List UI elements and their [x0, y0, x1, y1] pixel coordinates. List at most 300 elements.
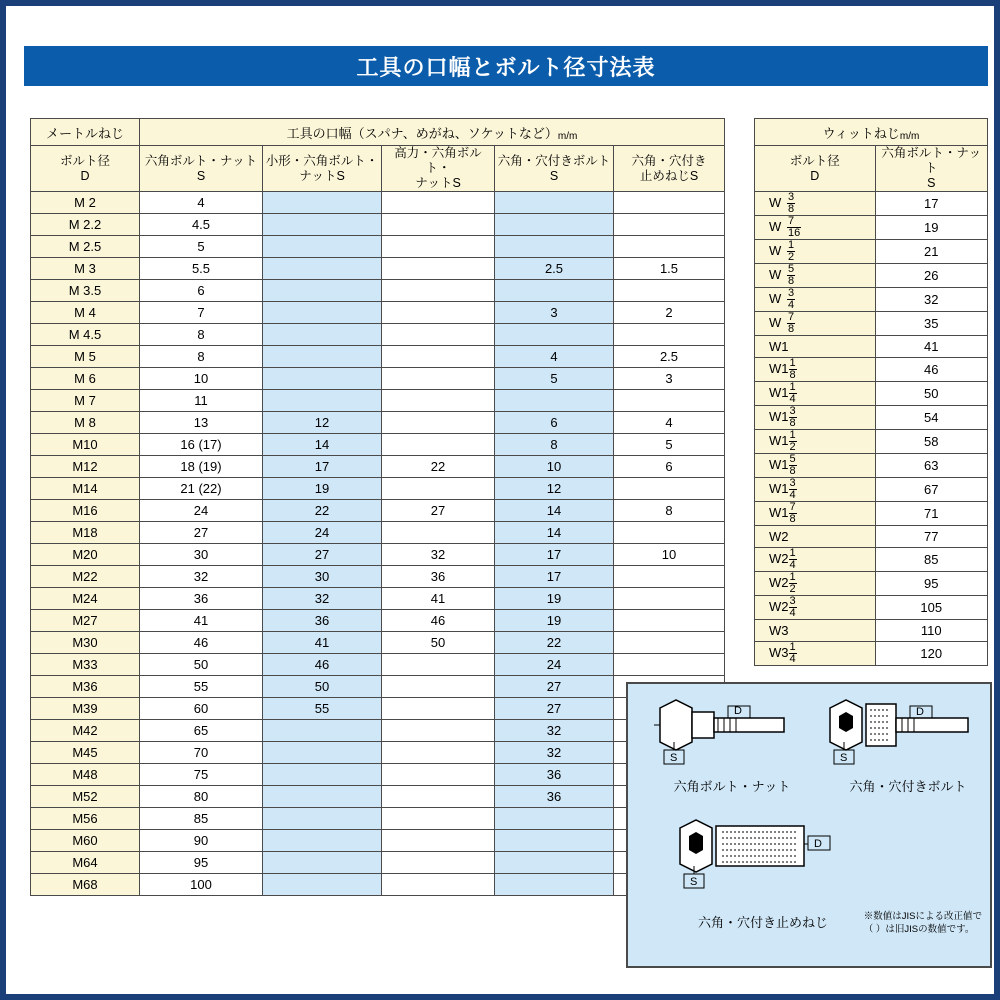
- metric-cell-s1: 70: [140, 742, 263, 764]
- whit-cell-width: 110: [875, 620, 987, 642]
- col-header-small-hex: [263, 146, 382, 192]
- metric-cell-s2: [263, 786, 382, 808]
- whit-cell-bolt-dia: [755, 526, 876, 548]
- metric-cell-s4: 36: [495, 786, 614, 808]
- jis-note-line1: ※数値はJISによる改正値で: [863, 911, 982, 922]
- metric-cell-s2: [263, 302, 382, 324]
- socket-head-bolt-drawing: [818, 698, 983, 768]
- table-row: [31, 478, 725, 500]
- col-header-socket-bolt-line2: S: [549, 168, 559, 183]
- whit-fraction: [789, 430, 797, 453]
- whit-fraction-denominator: 2: [789, 441, 796, 453]
- whit-fraction-denominator: 8: [789, 417, 796, 429]
- page-title: 工具の口幅とボルト径寸法表: [356, 54, 656, 80]
- col-header-set-screw: [614, 146, 725, 192]
- metric-cell-s4: 17: [495, 566, 614, 588]
- metric-cell-s3: [382, 720, 495, 742]
- metric-cell-s3: [382, 808, 495, 830]
- whit-cell-bolt-dia: [755, 548, 876, 572]
- metric-cell-d: M 4.5: [31, 324, 140, 346]
- metric-cell-s1: 46: [140, 632, 263, 654]
- whit-cell-bolt-dia: [755, 642, 876, 666]
- table-row: [755, 478, 988, 502]
- metric-cell-s4: [495, 874, 614, 896]
- metric-cell-s5: [614, 566, 725, 588]
- whit-cell-width: 105: [875, 596, 987, 620]
- whit-fraction-denominator: 8: [789, 513, 796, 525]
- metric-cell-s1: 24: [140, 500, 263, 522]
- col-header-high-tension-line2: ナットS: [415, 176, 461, 190]
- metric-cell-s1: 75: [140, 764, 263, 786]
- metric-cell-s4: [495, 192, 614, 214]
- whit-col-header-bolt-dia: [755, 146, 876, 192]
- whit-fraction-numerator: 3: [788, 287, 795, 299]
- whit-fraction: [787, 312, 795, 335]
- whit-fraction: [787, 216, 801, 239]
- metric-cell-s2: 50: [263, 676, 382, 698]
- metric-cell-s3: [382, 434, 495, 456]
- whit-fraction: [787, 240, 795, 263]
- svg-text:S: S: [690, 876, 698, 888]
- metric-cell-d: M64: [31, 852, 140, 874]
- metric-cell-s2: 14: [263, 434, 382, 456]
- table-row: [755, 312, 988, 336]
- metric-cell-s1: 32: [140, 566, 263, 588]
- whit-fraction-numerator: 1: [789, 571, 796, 583]
- metric-cell-d: M45: [31, 742, 140, 764]
- table-row: [755, 240, 988, 264]
- col-header-socket-bolt: [495, 146, 614, 192]
- metric-cell-s1: 4.5: [140, 214, 263, 236]
- whit-bolt-label: W1: [769, 504, 789, 520]
- table-row: [755, 430, 988, 454]
- whit-bolt-label: W2: [769, 550, 789, 566]
- table-row: [755, 216, 988, 240]
- table-row: [755, 572, 988, 596]
- metric-cell-s1: 41: [140, 610, 263, 632]
- metric-cell-s3: [382, 302, 495, 324]
- whit-bolt-label: W1: [769, 339, 789, 354]
- whit-cell-width: 19: [875, 216, 987, 240]
- whit-cell-bolt-dia: [755, 312, 876, 336]
- metric-cell-s2: [263, 214, 382, 236]
- table-row: [31, 764, 725, 786]
- metric-cell-s2: [263, 258, 382, 280]
- whit-cell-bolt-dia: [755, 240, 876, 264]
- metric-cell-s2: 36: [263, 610, 382, 632]
- metric-cell-s1: 36: [140, 588, 263, 610]
- metric-cell-s5: [614, 236, 725, 258]
- whit-fraction: [789, 548, 797, 571]
- whit-cell-bolt-dia: [755, 572, 876, 596]
- metric-cell-d: M 6: [31, 368, 140, 390]
- whit-cell-width: 120: [875, 642, 987, 666]
- metric-cell-s3: [382, 280, 495, 302]
- table-row: [31, 830, 725, 852]
- whit-bolt-label: W3: [769, 644, 789, 660]
- metric-cell-s2: [263, 236, 382, 258]
- metric-cell-s3: 27: [382, 500, 495, 522]
- metric-cell-d: M68: [31, 874, 140, 896]
- metric-cell-s1: 10: [140, 368, 263, 390]
- whit-cell-width: 32: [875, 288, 987, 312]
- metric-cell-s3: 22: [382, 456, 495, 478]
- metric-cell-s3: [382, 742, 495, 764]
- col-header-high-tension-line1: 高力・六角ボルト・: [394, 146, 482, 175]
- table-row: [755, 454, 988, 478]
- header-metric-thread: メートルねじ: [31, 119, 140, 146]
- metric-cell-s3: [382, 676, 495, 698]
- whit-fraction: [789, 406, 797, 429]
- table-row: [31, 874, 725, 896]
- table-row: [755, 382, 988, 406]
- svg-text:S: S: [840, 752, 848, 764]
- whit-fraction-denominator: 8: [789, 465, 796, 477]
- whit-fraction-denominator: 8: [789, 369, 796, 381]
- header-tool-width: [140, 119, 725, 146]
- col-header-small-hex-line1: 小形・六角ボルト・: [265, 153, 379, 168]
- metric-cell-s3: [382, 852, 495, 874]
- metric-cell-s3: 36: [382, 566, 495, 588]
- whit-fraction-numerator: 1: [789, 429, 796, 441]
- table-row: [755, 526, 988, 548]
- whit-cell-width: 95: [875, 572, 987, 596]
- metric-cell-d: M 3.5: [31, 280, 140, 302]
- metric-cell-s4: [495, 808, 614, 830]
- metric-cell-s3: [382, 258, 495, 280]
- whit-fraction-denominator: 8: [788, 203, 795, 215]
- table-row: [31, 192, 725, 214]
- metric-cell-s2: [263, 852, 382, 874]
- metric-cell-s3: [382, 874, 495, 896]
- metric-cell-s3: [382, 346, 495, 368]
- svg-text:D: D: [734, 705, 742, 717]
- whit-fraction-numerator: 3: [789, 595, 796, 607]
- metric-cell-s4: [495, 324, 614, 346]
- whit-fraction-denominator: 4: [789, 559, 796, 571]
- whit-bolt-label: W1: [769, 480, 789, 496]
- whit-cell-bolt-dia: [755, 454, 876, 478]
- metric-cell-s1: 60: [140, 698, 263, 720]
- col-header-set-screw-line2: 止めねじS: [639, 168, 699, 183]
- table-row: [31, 236, 725, 258]
- svg-text:D: D: [814, 838, 822, 850]
- metric-cell-s3: [382, 830, 495, 852]
- whit-bolt-label: W: [769, 314, 782, 330]
- metric-cell-s1: 8: [140, 324, 263, 346]
- hex-bolt-nut-drawing: [648, 698, 808, 768]
- metric-cell-s5: 1.5: [614, 258, 725, 280]
- metric-thread-table: [30, 118, 725, 896]
- metric-cell-s1: 90: [140, 830, 263, 852]
- metric-cell-s2: 41: [263, 632, 382, 654]
- whit-bolt-label: W2: [769, 529, 789, 544]
- metric-cell-s1: 18 (19): [140, 456, 263, 478]
- metric-cell-s4: 36: [495, 764, 614, 786]
- diagram-panel: [626, 682, 992, 968]
- table-row: [31, 588, 725, 610]
- whit-fraction-numerator: 5: [789, 453, 796, 465]
- metric-cell-s2: [263, 808, 382, 830]
- metric-cell-d: M56: [31, 808, 140, 830]
- metric-cell-d: M 8: [31, 412, 140, 434]
- table-row: [31, 742, 725, 764]
- metric-cell-s4: 2.5: [495, 258, 614, 280]
- whit-bolt-label: W2: [769, 598, 789, 614]
- metric-cell-s4: 22: [495, 632, 614, 654]
- whit-cell-bolt-dia: [755, 430, 876, 454]
- col-header-bolt-dia-line2: D: [80, 168, 90, 183]
- table-row: [31, 610, 725, 632]
- metric-cell-s5: 5: [614, 434, 725, 456]
- whit-cell-width: 54: [875, 406, 987, 430]
- whit-cell-bolt-dia: [755, 288, 876, 312]
- whit-fraction: [789, 382, 797, 405]
- whit-col-header-bolt-dia-line1: ボルト径: [789, 153, 840, 168]
- metric-cell-s4: [495, 214, 614, 236]
- whit-cell-width: 50: [875, 382, 987, 406]
- metric-cell-s1: 6: [140, 280, 263, 302]
- metric-cell-s1: 65: [140, 720, 263, 742]
- whit-cell-width: 67: [875, 478, 987, 502]
- whit-fraction: [787, 264, 795, 287]
- metric-cell-s4: 14: [495, 500, 614, 522]
- metric-cell-s4: 8: [495, 434, 614, 456]
- metric-cell-s4: 32: [495, 742, 614, 764]
- table-row: [755, 336, 988, 358]
- metric-cell-s1: 30: [140, 544, 263, 566]
- whit-bolt-label: W1: [769, 360, 789, 376]
- metric-cell-s3: [382, 324, 495, 346]
- metric-cell-s5: 10: [614, 544, 725, 566]
- whit-cell-width: 41: [875, 336, 987, 358]
- whit-cell-width: 35: [875, 312, 987, 336]
- metric-cell-s2: 27: [263, 544, 382, 566]
- whit-bolt-label: W1: [769, 432, 789, 448]
- caption-hex-bolt-nut: 六角ボルト・ナット: [673, 779, 791, 794]
- metric-cell-s2: 22: [263, 500, 382, 522]
- metric-cell-d: M60: [31, 830, 140, 852]
- metric-cell-d: M 3: [31, 258, 140, 280]
- whit-col-header-hex-bolt-nut: [875, 146, 987, 192]
- table-row: [755, 358, 988, 382]
- table-row: [31, 698, 725, 720]
- metric-cell-s5: [614, 280, 725, 302]
- table-row: [31, 456, 725, 478]
- col-header-hex-bolt-nut-line1: 六角ボルト・ナット: [144, 153, 258, 168]
- metric-cell-d: M39: [31, 698, 140, 720]
- whit-fraction-denominator: 4: [789, 489, 796, 501]
- metric-cell-d: M48: [31, 764, 140, 786]
- metric-cell-d: M36: [31, 676, 140, 698]
- whit-bolt-label: W1: [769, 408, 789, 424]
- metric-cell-s2: 30: [263, 566, 382, 588]
- whit-cell-bolt-dia: [755, 406, 876, 430]
- whit-fraction: [789, 572, 797, 595]
- metric-cell-s5: 8: [614, 500, 725, 522]
- table-row: [31, 214, 725, 236]
- metric-cell-d: M16: [31, 500, 140, 522]
- whit-fraction-numerator: 7: [788, 311, 795, 323]
- table-row: [755, 264, 988, 288]
- whit-fraction: [789, 358, 797, 381]
- whit-fraction-numerator: 1: [789, 357, 796, 369]
- metric-cell-s2: 12: [263, 412, 382, 434]
- whit-cell-width: 58: [875, 430, 987, 454]
- header-whit-thread: [755, 119, 988, 146]
- metric-cell-s4: 4: [495, 346, 614, 368]
- whit-cell-bolt-dia: [755, 192, 876, 216]
- col-header-socket-bolt-line1: 六角・穴付きボルト: [497, 153, 611, 168]
- metric-cell-s3: [382, 764, 495, 786]
- metric-cell-d: M10: [31, 434, 140, 456]
- metric-cell-s3: [382, 412, 495, 434]
- metric-cell-s4: 19: [495, 588, 614, 610]
- table-row: [31, 346, 725, 368]
- whit-bolt-label: W1: [769, 384, 789, 400]
- metric-cell-s1: 7: [140, 302, 263, 324]
- whit-bolt-label: W: [769, 242, 782, 258]
- whit-fraction-numerator: 1: [788, 239, 795, 251]
- svg-text:D: D: [916, 706, 924, 718]
- whit-cell-width: 46: [875, 358, 987, 382]
- table-row: [755, 548, 988, 572]
- metric-cell-d: M 5: [31, 346, 140, 368]
- table-row: [31, 654, 725, 676]
- caption-set-screw: 六角・穴付き止めねじ: [697, 915, 828, 930]
- col-header-bolt-dia-line1: ボルト径: [59, 153, 110, 168]
- metric-cell-s1: 95: [140, 852, 263, 874]
- metric-cell-s2: [263, 874, 382, 896]
- table-row: [31, 368, 725, 390]
- table-row: [755, 620, 988, 642]
- metric-cell-s4: [495, 852, 614, 874]
- header-unit: m/m: [557, 130, 578, 142]
- whit-fraction-denominator: 16: [788, 227, 801, 239]
- metric-cell-s3: [382, 390, 495, 412]
- metric-cell-s2: [263, 280, 382, 302]
- whit-bolt-label: W: [769, 290, 782, 306]
- whit-cell-width: 17: [875, 192, 987, 216]
- whit-fraction-denominator: 2: [788, 251, 795, 263]
- metric-cell-s5: 2.5: [614, 346, 725, 368]
- whit-bolt-label: W: [769, 218, 782, 234]
- metric-cell-s2: [263, 368, 382, 390]
- whit-cell-width: 77: [875, 526, 987, 548]
- table-row: [755, 642, 988, 666]
- metric-table-header-group: [31, 119, 725, 146]
- metric-cell-s3: 32: [382, 544, 495, 566]
- whit-fraction: [789, 642, 797, 665]
- metric-cell-s4: 10: [495, 456, 614, 478]
- jis-note: [864, 910, 982, 936]
- table-row: [755, 406, 988, 430]
- whit-fraction-denominator: 8: [788, 275, 795, 287]
- metric-cell-s1: 11: [140, 390, 263, 412]
- metric-cell-s4: 19: [495, 610, 614, 632]
- metric-cell-s1: 85: [140, 808, 263, 830]
- metric-cell-s4: 27: [495, 698, 614, 720]
- whit-cell-bolt-dia: [755, 596, 876, 620]
- metric-cell-s5: [614, 588, 725, 610]
- metric-cell-s3: [382, 698, 495, 720]
- whit-bolt-label: W3: [769, 623, 789, 638]
- whit-table-body: [755, 192, 988, 666]
- metric-cell-s4: 6: [495, 412, 614, 434]
- metric-cell-d: M14: [31, 478, 140, 500]
- metric-cell-s4: 24: [495, 654, 614, 676]
- metric-cell-s1: 21 (22): [140, 478, 263, 500]
- metric-cell-s4: 17: [495, 544, 614, 566]
- metric-cell-s4: [495, 830, 614, 852]
- metric-cell-s2: [263, 346, 382, 368]
- metric-cell-d: M22: [31, 566, 140, 588]
- metric-cell-d: M18: [31, 522, 140, 544]
- whit-fraction-numerator: 5: [788, 263, 795, 275]
- metric-cell-s5: [614, 214, 725, 236]
- metric-cell-d: M52: [31, 786, 140, 808]
- metric-cell-s4: [495, 390, 614, 412]
- metric-table-body: [31, 192, 725, 896]
- whit-fraction-denominator: 4: [789, 393, 796, 405]
- whit-bolt-label: W: [769, 194, 782, 210]
- whit-fraction-numerator: 7: [789, 501, 796, 513]
- metric-cell-s5: [614, 522, 725, 544]
- metric-cell-s5: [614, 192, 725, 214]
- metric-cell-s3: [382, 654, 495, 676]
- whit-fraction-denominator: 2: [789, 583, 796, 595]
- whit-fraction: [789, 596, 797, 619]
- whit-fraction-denominator: 8: [788, 323, 795, 335]
- whit-fraction-numerator: 1: [789, 547, 796, 559]
- metric-cell-s3: [382, 192, 495, 214]
- metric-cell-s5: 6: [614, 456, 725, 478]
- metric-cell-d: M 2: [31, 192, 140, 214]
- metric-cell-s3: [382, 786, 495, 808]
- table-row: [31, 390, 725, 412]
- metric-cell-s1: 5: [140, 236, 263, 258]
- col-header-hex-bolt-nut: [140, 146, 263, 192]
- whit-cell-bolt-dia: [755, 336, 876, 358]
- whit-bolt-label: W: [769, 266, 782, 282]
- col-header-hex-bolt-nut-line2: S: [196, 168, 206, 183]
- metric-cell-s4: 14: [495, 522, 614, 544]
- whit-fraction: [789, 454, 797, 477]
- metric-cell-s5: [614, 324, 725, 346]
- table-row: [31, 786, 725, 808]
- table-row: [755, 192, 988, 216]
- metric-cell-s5: [614, 610, 725, 632]
- header-whit-thread-label: ウィットねじ: [822, 125, 900, 141]
- metric-cell-d: M 2.5: [31, 236, 140, 258]
- whit-fraction: [789, 478, 797, 501]
- metric-table-header-columns: [31, 146, 725, 192]
- table-row: [755, 596, 988, 620]
- metric-cell-s2: [263, 830, 382, 852]
- metric-cell-s2: [263, 390, 382, 412]
- table-row: [31, 324, 725, 346]
- metric-cell-s1: 13: [140, 412, 263, 434]
- metric-cell-s4: 12: [495, 478, 614, 500]
- metric-cell-s2: 55: [263, 698, 382, 720]
- metric-cell-s2: 24: [263, 522, 382, 544]
- table-row: [31, 258, 725, 280]
- metric-cell-d: M30: [31, 632, 140, 654]
- whit-cell-bolt-dia: [755, 358, 876, 382]
- col-header-bolt-dia: [31, 146, 140, 192]
- whit-cell-bolt-dia: [755, 264, 876, 288]
- metric-cell-s3: [382, 478, 495, 500]
